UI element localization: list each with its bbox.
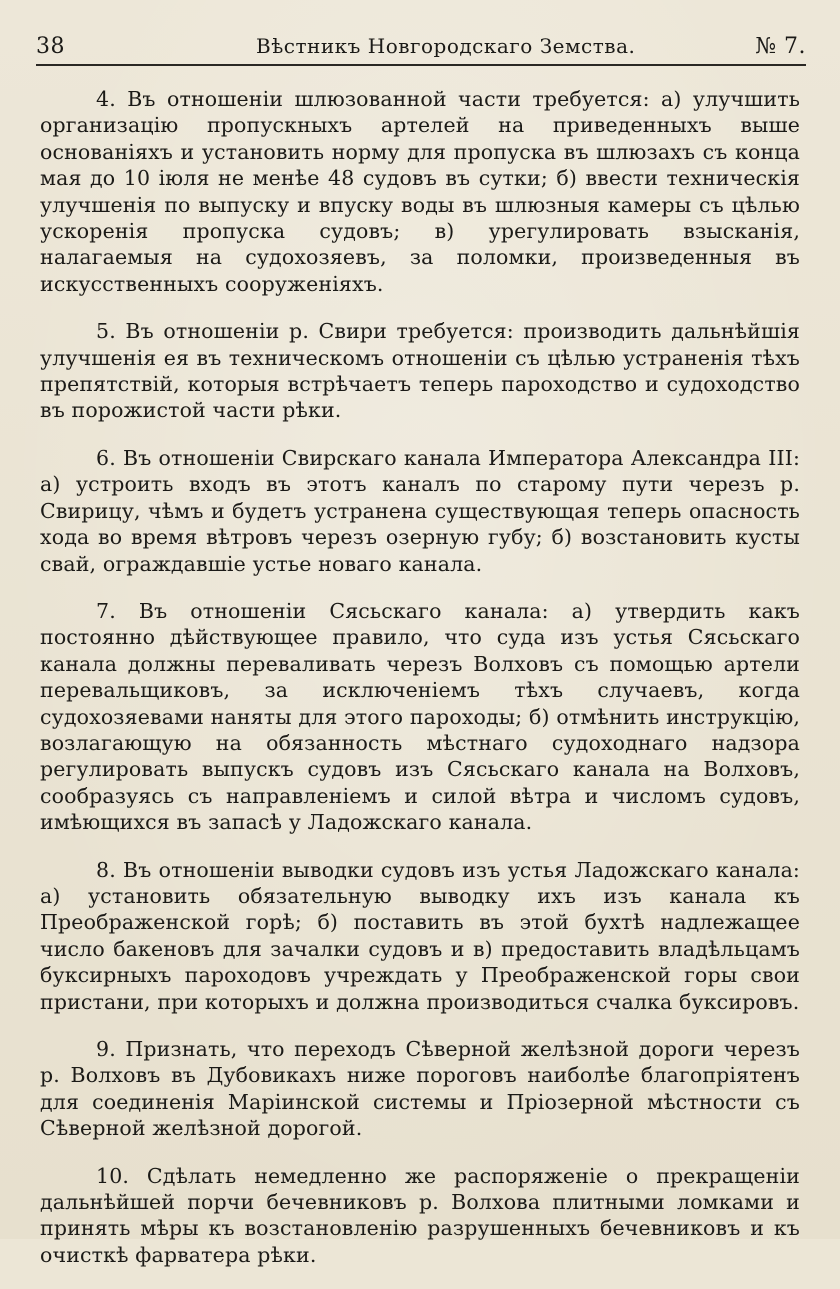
page-number: 38 [36,34,65,59]
page-header [36,30,806,66]
header-rule [36,64,806,66]
paragraph-8: 8. Въ отношеніи выводки судовъ изъ устья Ладожскаго канала: а) установить обязательную выводку ихъ изъ канала къ Преображенской горѣ; б) поставить въ этой бухтѣ надлежащее число бакеновъ для зачалки судовъ и в) предоставить владѣльцамъ буксирныхъ пароходовъ учреждать у Преображенской горы свои пристани, при которыхъ и должна производиться счалка буксировъ. [40,857,800,1014]
paragraph-10: 10. Сдѣлать немедленно же распоряженіе о прекращеніи дальнѣйшей порчи бечевниковъ р. Волхова плитными ломками и принять мѣры къ возстановленію разрушенныхъ бечевниковъ и къ очисткѣ фарватера рѣки. [40,1163,800,1267]
paragraph-9: 9. Признать, что переходъ Сѣверной желѣзной дороги черезъ р. Волховъ въ Дубовикахъ ниже пороговъ наиболѣе благопріятенъ для соединенія Маріинской системы и Пріозерной мѣстности съ Сѣверной желѣзной дорогой. [40,1037,800,1141]
paragraph-4: 4. Въ отношеніи шлюзованной части требуется: а) улучшить организацію пропускныхъ артелей на приведенныхъ выше основаніяхъ и установить норму для пропуска въ шлюзахъ съ конца мая до 10 іюля не менѣе 48 судовъ въ сутки; б) ввести техническія улучшенія по выпуску и впуску воды въ шлюзныя камеры съ цѣлью ускоренія пропуска судовъ; в) урегулировать взысканія, налагаемыя на судохозяевъ, за поломки, произведенныя въ искусственныхъ сооруженіяхъ. [40,87,800,296]
paragraph-7: 7. Въ отношеніи Сясьскаго канала: а) утвердить какъ постоянно дѣйствующее правило, что суда изъ устья Сясьскаго канала должны переваливать черезъ Волховъ съ помощью артели перевальщиковъ, за исключеніемъ тѣхъ случаевъ, когда судохозяевами наняты для этого пароходы; б) отмѣнить инструкцію, возлагающую на обязанность мѣстнаго судоходнаго надзора регулировать выпускъ судовъ изъ Сясьскаго канала на Волховъ, сообразуясь съ направленіемъ и силой вѣтра и числомъ судовъ, имѣющихся въ запасѣ у Ладожскаго канала. [40,598,800,835]
paragraph-6: 6. Въ отношеніи Свирскаго канала Императора Александра III: а) устроить входъ въ этотъ каналъ по старому пути черезъ р. Свирицу, чѣмъ и будетъ устранена существующая теперь опасность хода во время вѣтровъ черезъ озерную губу; б) возстановить кусты свай, ограждавшіе устье новаго канала. [40,445,800,576]
journal-title: Вѣстникъ Новгородскаго Земства. [256,34,636,58]
paragraph-5: 5. Въ отношеніи р. Свири требуется: производить дальнѣйшія улучшенія ея въ техническомъ отношеніи съ цѣлью устраненія тѣхъ препятствій, которыя встрѣчаетъ теперь пароходство и судоходство въ порожистой части рѣки. [40,319,800,423]
body-text [40,86,800,1289]
issue-number: № 7. [755,34,806,59]
